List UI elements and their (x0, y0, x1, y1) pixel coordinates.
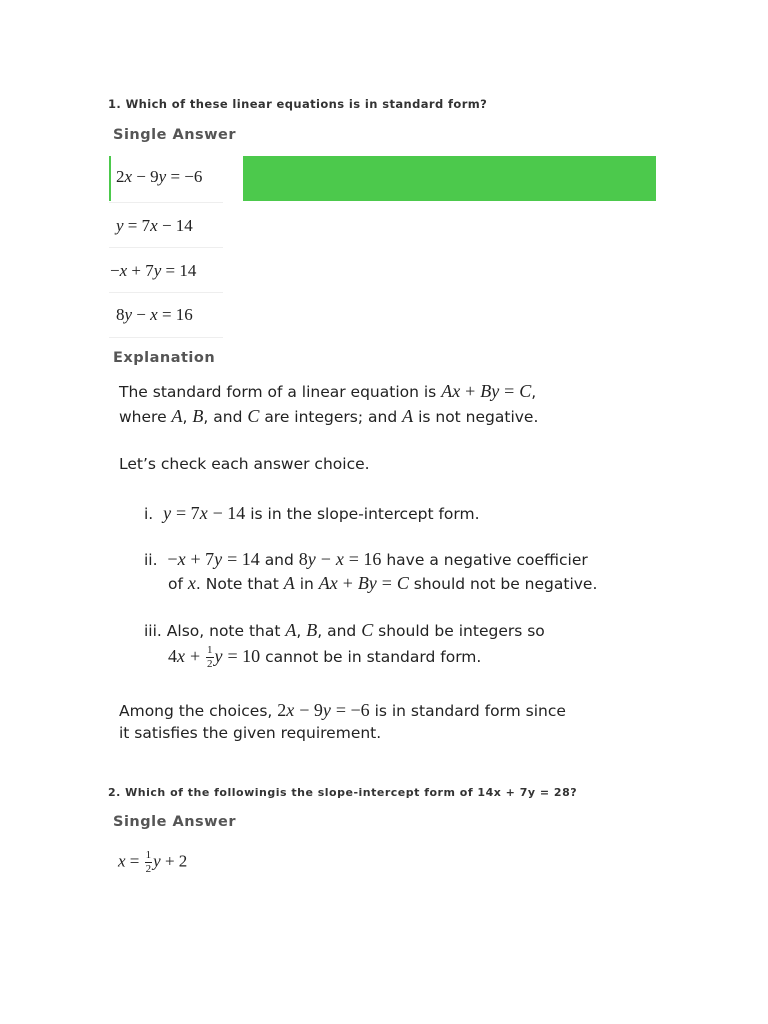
option-divider (109, 202, 223, 203)
question-1-answer-type: Single Answer (113, 127, 237, 143)
option-x-half-y-2[interactable]: x = $\frac{1}{2}$ y + 2 (118, 849, 188, 875)
option-divider (109, 292, 223, 293)
option-neg-x-7y[interactable]: −x + 7y = 14 (110, 261, 197, 280)
explanation-item-ii: ii. −x + 7y = 14 and 8y − x = 16 have a negative coefficier (144, 549, 588, 569)
explanation-line-1: The standard form of a linear equation is Ax + By = C, (119, 381, 537, 401)
explanation-item-iii: iii. Also, note that A, B, and C should be integers so (144, 620, 545, 640)
explanation-conclusion: Among the choices, 2x − 9y = −6 is in standard form since (119, 700, 566, 720)
question-2-answer-type: Single Answer (113, 814, 237, 830)
option-divider (109, 247, 223, 248)
explanation-item-iii-cont: 4x + $\frac{1}{2}$ y = 10 cannot be in standard form. (168, 644, 482, 670)
option-divider (109, 337, 223, 338)
selected-answer-marker (109, 156, 111, 201)
question-1-title: 1. Which of these linear equations is in standard form? (108, 97, 488, 111)
fraction-one-half: $\frac{1}{2}$ (207, 644, 213, 670)
question-2-title: 2. Which of the followingis the slope-intercept form of 14x + 7y = 28? (108, 786, 578, 799)
explanation-heading: Explanation (113, 350, 216, 366)
explanation-conclusion-cont: it satisfies the given requirement. (119, 724, 382, 742)
option-y-7x[interactable]: y = 7x − 14 (116, 216, 193, 235)
explanation-line-2: where A, B, and C are integers; and A is not negative. (119, 406, 539, 426)
option-8y-x[interactable]: 8y − x = 16 (116, 305, 193, 324)
fraction-one-half: $\frac{1}{2}$ (145, 849, 152, 875)
explanation-check: Let’s check each answer choice. (119, 455, 370, 473)
option-2x-9y[interactable]: 2x − 9y = −6 (116, 167, 203, 186)
correct-answer-indicator (243, 156, 656, 201)
explanation-item-ii-cont: of x. Note that A in Ax + By = C should not be negative. (168, 573, 598, 593)
explanation-item-i: i. y = 7x − 14 is in the slope-intercept form. (144, 503, 480, 523)
